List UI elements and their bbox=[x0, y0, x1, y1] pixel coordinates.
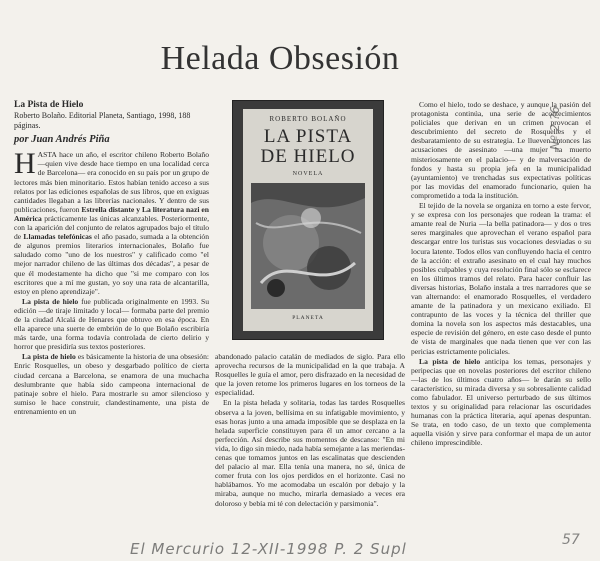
paragraph: HASTA hace un año, el escritor chileno Roberto Bolaño —quien vive desde hace tiempo en una localidad cerca de Barcelona— era conocido en su país por un grupo de lectores más bien minoritario. Estos habían tenido acceso a sus relatos por las ediciones españolas de sus libros, que en exiguas cantidades llegaban a las librerías nacionales. Y dentro de sus publicaciones, fueron Estrella distante y La literatura nazi en América prácticamente las únicas alcanzables. Posteriormente, con la aparición del conjunto de relatos agrupados bajo el título de Llamadas telefónicas el año pasado, sumada a la obtención de algunos premios literarios internacionales, Bolaño fue saludado como "uno de los nuestros" y calificado como "el mejor narrador chileno de las últimas dos décadas", a pesar de que él modestamente ha dicho que "si me comparo con los escritores que a mí me gustan, yo soy una rata de alcantarilla, estoy en pleno aprendizaje". bbox=[14, 147, 210, 296]
book-title: La Pista de Hielo bbox=[14, 100, 84, 110]
headline: Helada Obsesión bbox=[160, 40, 400, 77]
paragraph: El tejido de la novela se organiza en torno a este fervor, y se expresa con los personajes que rodean la trama: el amante real de Nuria —la bella patinadora— y dos o tres seres marginales que aprovechan el verano español para descargar entre los turistas sus vocaciones desviadas o su locura latente. Todos ellos van confluyendo hacia el centro de la acción: el extraño asesinato en el cual hay muchos posibles culpables y cuya resolución final sólo se esclarece en los últimos tramos del relato. Para hacer confluir las diversas historias, Bolaño instala a tres narradores que se van alternando: el enamorado Rosquelles, el verdadero amante de la patinadora y un mexicano exiliado. El contrapunto de las voces y la técnica del thriller que domina la novela son los aspectos más destacables, una especie de revisión del género, en este caso desde el punto de vista de marginales que nada tienen que ver con las pericias estrictamente policiales. bbox=[411, 201, 591, 356]
cover-title: LA PISTA DE HIELO bbox=[260, 126, 356, 167]
paragraph: En la pista helada y solitaria, todas las tardes Rosquelles observa a la joven, bellísima en su infatigable movimiento, y esas horas junto a una amada imposible que se desplaza en la helada superficie constituyen para él un amor cercano a la perfección. Así describe sus momentos de descanso: "En mi vida, lo digo sin miedo, nada había semejante a las meriendas-cenas que tomamos juntos en las escalinatas que descienden del palacio al mar. Ella tenía una manera, no sé, única de comer fruta con los ojos perdidos en el horizonte. Casi no hablábamos. Yo me acomodaba un escalón por debajo y la miraba, aunque no mucho, mirarla demasiado a veces era doloroso y bebía mi té con delectación y parsimonia". bbox=[215, 398, 405, 508]
column-1 bbox=[14, 100, 209, 417]
byline: por Juan Andrés Piña bbox=[14, 134, 110, 146]
drop-cap: H bbox=[14, 147, 36, 181]
cover-genre: NOVELA bbox=[292, 171, 324, 177]
book-details: Roberto Bolaño. Editorial Planeta, Santiago, 1998, 188 páginas. bbox=[14, 111, 191, 130]
paragraph: La pista de hielo es básicamente la historia de una obsesión: Enric Rosquelles, un obeso y desgarbado político de cierta ciudad cercana a Barcelona, se enamora de una muchacha deslumbrante que había sido campeona internacional de patinaje sobre el hielo. Para mostrarle su amor silencioso y sumiso le hace construir, clandestinamente, una pista de entrenamiento en un bbox=[14, 352, 209, 416]
paragraph: La pista de hielo fue publicada originalmente en 1993. Su edición —de tiraje limitado y local— formaba parte del premio de la ciudad Alcalá de Henares que obtuvo en esa época. En ella aparece una suerte de embrión de lo que Bolaño escribiría más tarde, una forma todavía controlada de cierto delirio y horror que presidiría sus textos posteriores. bbox=[14, 296, 209, 352]
cover-artwork bbox=[251, 183, 365, 309]
handwritten-page-number: 57 bbox=[562, 532, 580, 548]
paragraph: abandonado palacio catalán de mediados de siglo. Para ello aprovecha recursos de la municipalidad en la que trabaja. A Rosquelles le guía el amor, pero disfrazado en la necesidad de que la joven retome los primeros lugares en los torneos de la especialidad. bbox=[215, 352, 405, 398]
column-3 bbox=[411, 100, 591, 449]
book-cover-image bbox=[232, 100, 384, 340]
paragraph: La pista de hielo anticipa los temas, personajes y peripecias que en novelas posteriores del escritor chileno —las de los últimos cuatro años— le darán su sello característico, su mirada diversa y su sobresaliente calidad como fabulador. El universo perturbado de sus últimos textos y su originalidad para relacionar las oscuridades humanas con la práctica literaria, aquí apenas despuntan. Se trata, en todo caso, de un texto que complementa aquella visión y sirve para conformar el mapa de un autor chileno imprescindible. bbox=[411, 356, 591, 448]
handwritten-source-note: El Mercurio 12-XII-1998 P. 2 Supl bbox=[130, 540, 407, 558]
paragraph: Como el hielo, todo se deshace, y aunque la pasión del protagonista continúa, una serie de acontecimientos policiales que derivan en un crimen provocan el descubrimiento del secreto de Rosquelles y el desbaratamiento de su estrategia. Le llueven entonces las acusaciones de asesinato —una mujer ha muerto misteriosamente en el palacio— y de malversación de fondos y hasta su propia jefa en la municipalidad (ayuntamiento) ve trenchadas sus expectativas políticas por las movidas del enamorado funcionario, quien ha comprometido a toda la institución. bbox=[411, 100, 591, 200]
cover-author: ROBERTO BOLAÑO bbox=[269, 115, 347, 123]
cover-publisher: PLANETA bbox=[292, 315, 324, 321]
column-2 bbox=[215, 352, 405, 509]
handwritten-side-note: Nº 2 ?6 bbox=[548, 106, 562, 150]
